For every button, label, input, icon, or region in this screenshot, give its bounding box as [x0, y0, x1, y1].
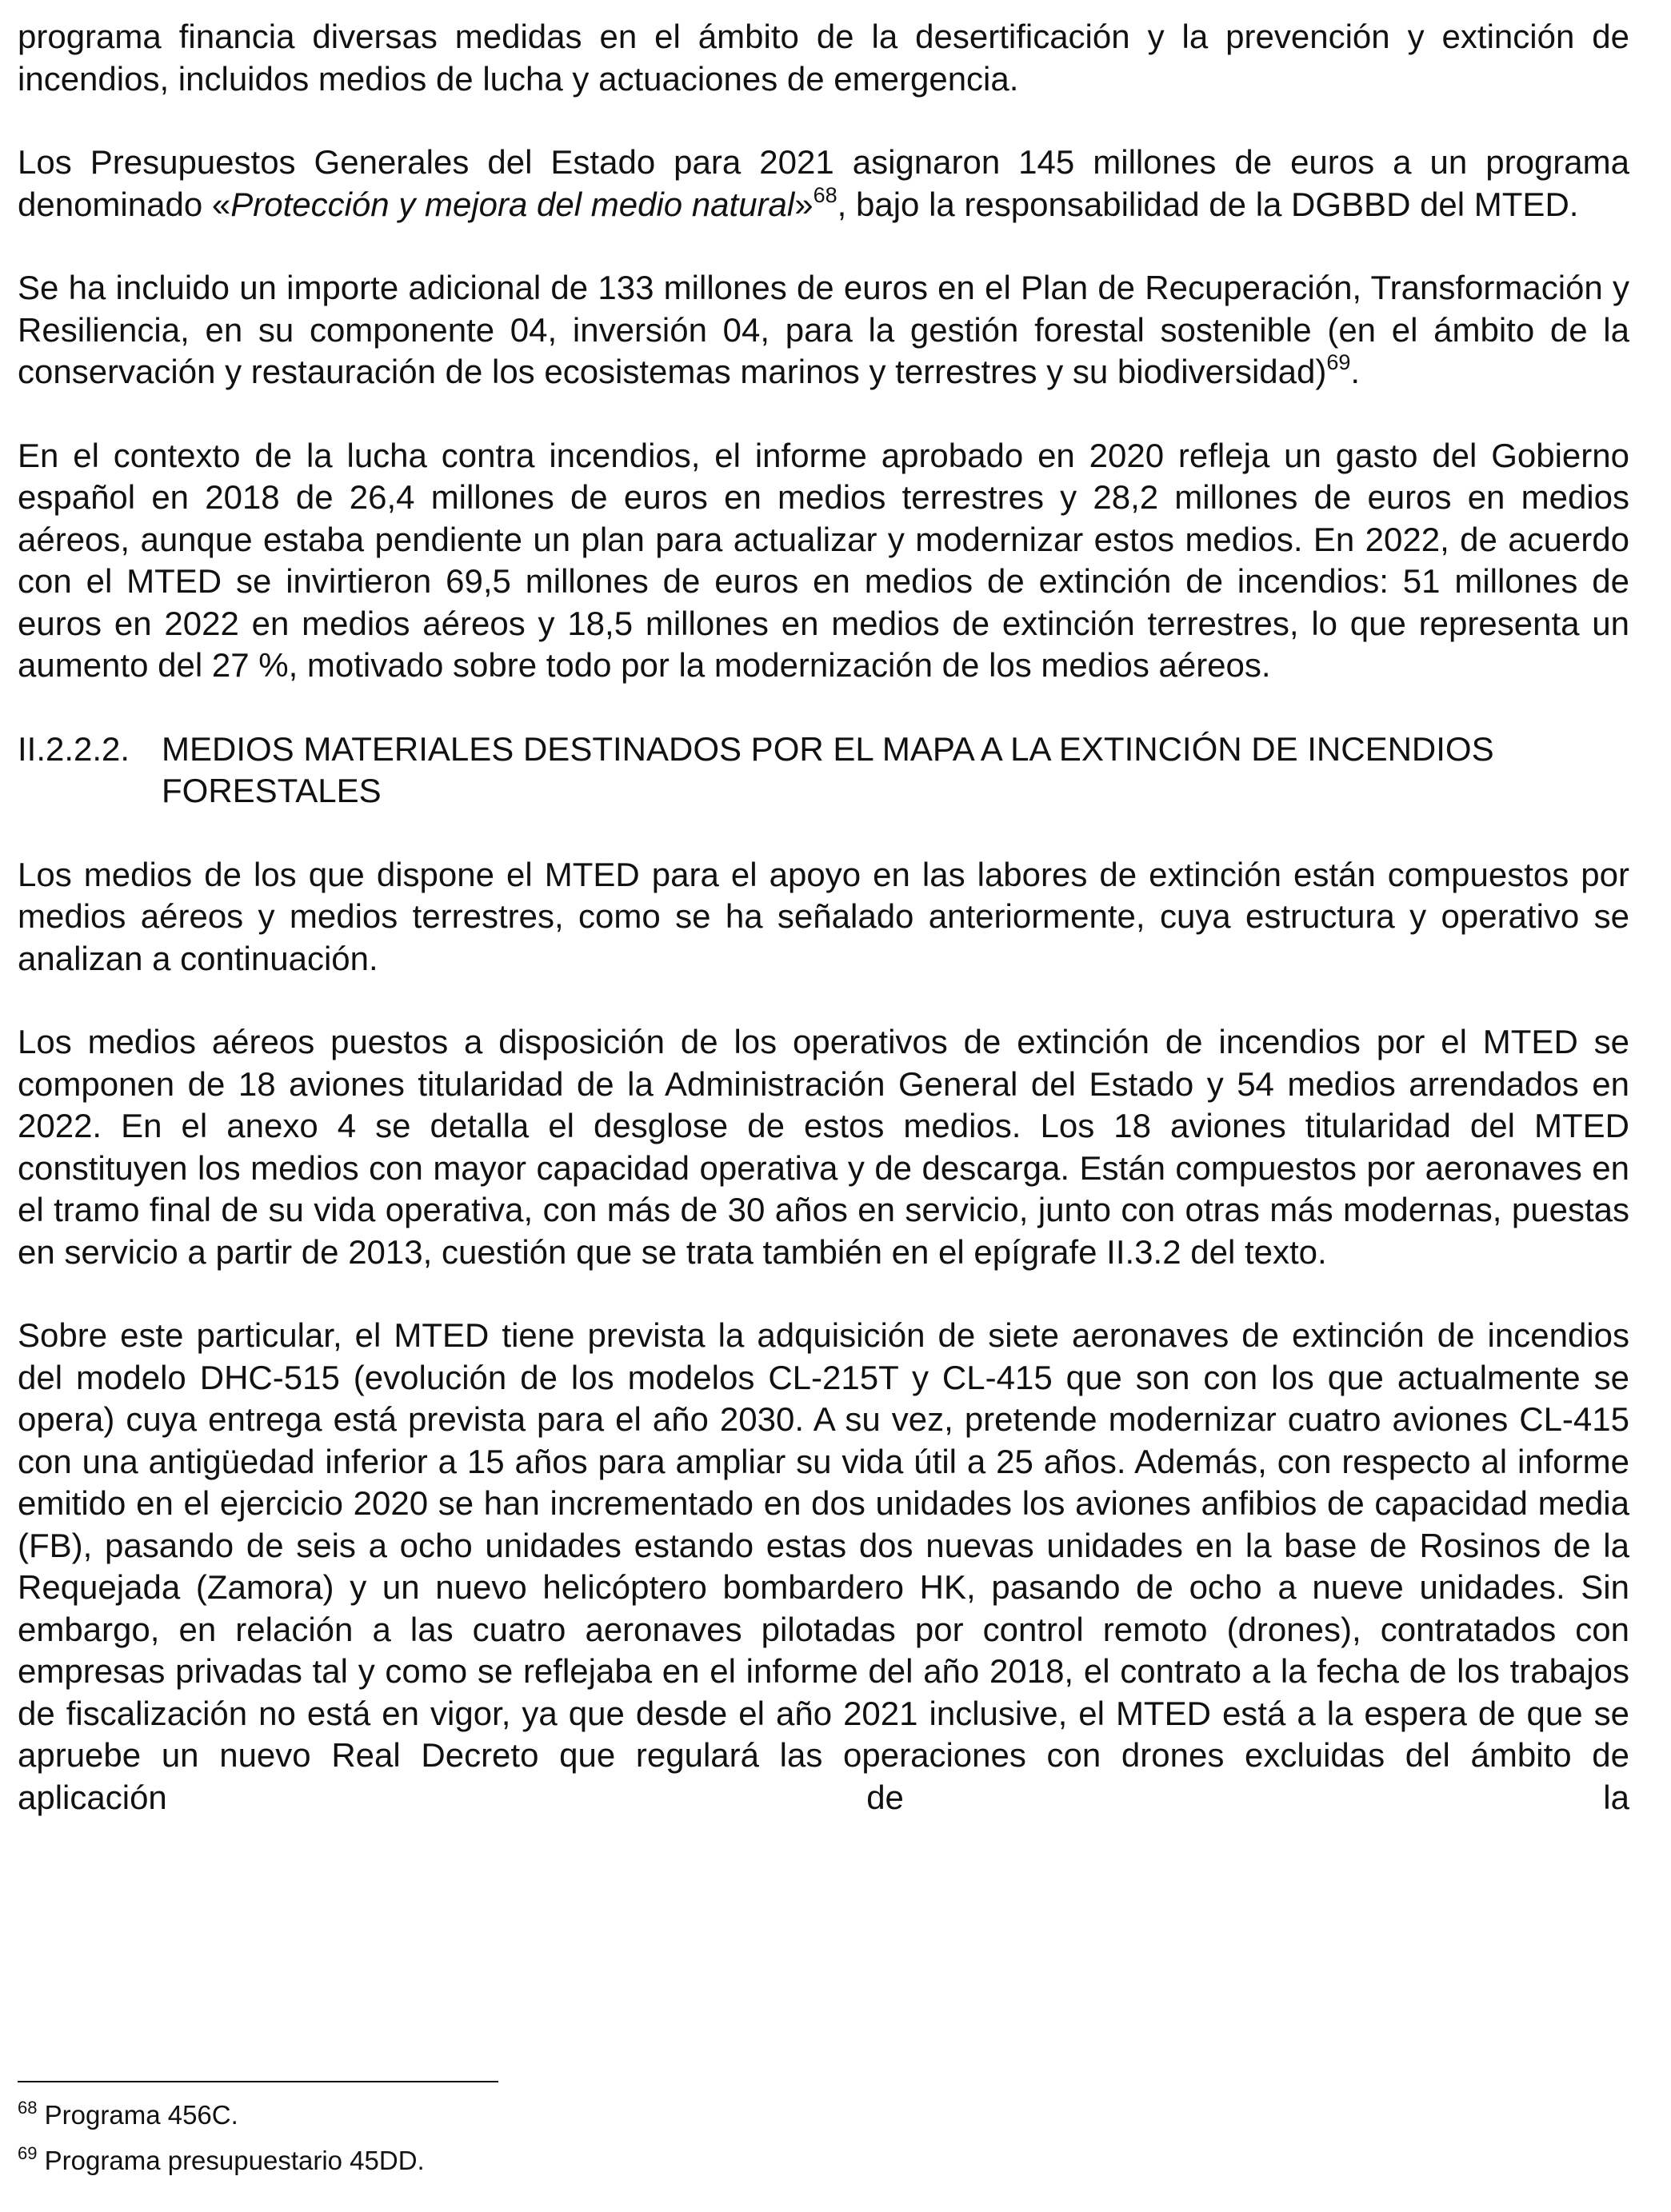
- footnote-separator: [18, 2081, 498, 2082]
- section-number: II.2.2.2.: [18, 729, 130, 768]
- footnote-ref-69[interactable]: 69: [1326, 350, 1351, 374]
- paragraph-text: .: [1350, 353, 1361, 390]
- paragraph: Los medios de los que dispone el MTED para el apoyo en las labores de extinción están compuestos por medios aéreos y medios terrestres, como se ha señalado anteriormente, cuya estructura y operativo se analizan a continuación.: [18, 855, 1629, 977]
- paragraph: [18, 267, 1629, 393]
- paragraph-text: , bajo la responsabilidad de la DGBBD del MTED.: [837, 185, 1579, 223]
- paragraph-text: Se ha incluido un importe adicional de 133 millones de euros en el Plan de Recuperación, Transformación y Resiliencia, en su componente 04, inversión 04, para la gestión forestal sostenible (en el ámbito de la conservación y restauración de los ecosistemas marinos y terrestres y su biodiversidad): [18, 269, 1629, 390]
- footnote-number: 69: [18, 2143, 38, 2163]
- footnote-number: 68: [18, 2098, 38, 2118]
- paragraph: Los medios aéreos puestos a disposición de los operativos de extinción de incendios por el MTED se componen de 18 aviones titularidad de la Administración General del Estado y 54 medios arrendados en 2022. En el anexo 4 se detalla el desglose de estos medios. Los 18 aviones titularidad del MTED constituyen los medios con mayor capacidad operativa y de descarga. Están compuestos por aeronaves en el tramo final de su vida operativa, con más de 30 años en servicio, junto con otras más modernas, puestas en servicio a partir de 2013, cuestión que se trata también en el epígrafe II.3.2 del texto.: [18, 1023, 1629, 1271]
- section-title: MEDIOS MATERIALES DESTINADOS POR EL MAPA A LA EXTINCIÓN DE INCENDIOS FORESTALES: [162, 729, 1494, 809]
- paragraph-text: Los Presupuestos Generales del Estado para 2021 asignaron 145 millones de euros a un programa denominado «: [18, 143, 1629, 223]
- paragraph: En el contexto de la lucha contra incendios, el informe aprobado en 2020 refleja un gasto del Gobierno español en 2018 de 26,4 millones de euros en medios terrestres y 28,2 millones de euros en medios aéreos, aunque estaba pendiente un plan para actualizar y modernizar estos medios. En 2022, de acuerdo con el MTED se invirtieron 69,5 millones de euros en medios de extinción de incendios: 51 millones de euros en 2022 en medios aéreos y 18,5 millones en medios de extinción terrestres, lo que representa un aumento del 27 %, motivado sobre todo por la modernización de los medios aéreos.: [18, 436, 1629, 684]
- paragraph: programa financia diversas medidas en el ámbito de la desertificación y la prevención y extinción de incendios, incluidos medios de lucha y actuaciones de emergencia.: [18, 18, 1629, 98]
- footnote-ref-68[interactable]: 68: [813, 182, 837, 207]
- program-name: Protección y mejora del medio natural: [230, 185, 795, 223]
- document-body: [18, 16, 1629, 1860]
- paragraph: Sobre este particular, el MTED tiene prevista la adquisición de siete aeronaves de extinción de incendios del modelo DHC-515 (evolución de los modelos CL-215T y CL-415 que son con los que actualmente se opera) cuya entrega está prevista para el año 2030. A su vez, pretende modernizar cuatro aviones CL-415 con una antigüedad inferior a 15 años para ampliar su vida útil a 25 años. Además, con respecto al informe emitido en el ejercicio 2020 se han incrementado en dos unidades los aviones anfibios de capacidad media (FB), pasando de seis a ocho unidades estando estas dos nuevas unidades en la base de Rosinos de la Requejada (Zamora) y un nuevo helicóptero bombardero HK, pasando de ocho a nueve unidades. Sin embargo, en relación a las cuatro aeronaves pilotadas por control remoto (drones), contratados con empresas privadas tal y como se reflejaba en el informe del año 2018, el contrato a la fecha de los trabajos de fiscalización no está en vigor, ya que desde el año 2021 inclusive, el MTED está a la espera de que se apruebe un nuevo Real Decreto que regulará las operaciones con drones excluidas del ámbito de aplicación de la: [18, 1316, 1629, 1816]
- footnote-68: [18, 2099, 425, 2131]
- section-heading: [18, 729, 1629, 813]
- paragraph: [18, 142, 1629, 226]
- footnotes: [18, 2099, 425, 2190]
- footnote-text: Programa presupuestario 45DD.: [37, 2146, 425, 2175]
- footnote-text: Programa 456C.: [37, 2100, 238, 2130]
- footnote-69: [18, 2145, 425, 2177]
- closing-quote: »: [794, 185, 814, 223]
